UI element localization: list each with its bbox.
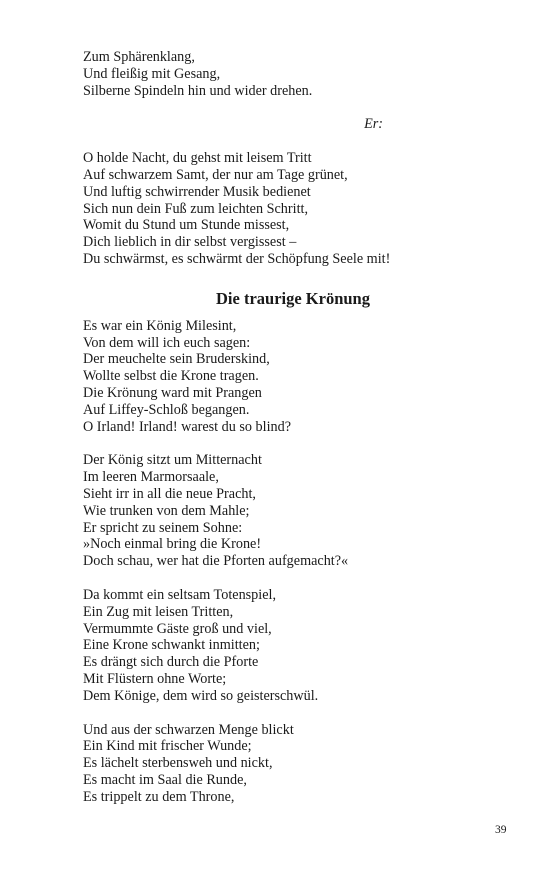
verse-line: »Noch einmal bring die Krone! [83, 536, 262, 553]
verse-line: Es macht im Saal die Runde, [83, 771, 247, 788]
stanza-gap [83, 570, 473, 587]
verse-line: Von dem will ich euch sagen: [83, 334, 251, 351]
verse-line: Dich lieblich in dir selbst vergissest – [83, 234, 297, 251]
verse-line: Doch schau, wer hat die Pforten aufgemacht?« [83, 553, 349, 570]
verse-line: Silberne Spindeln hin und wider drehen. [83, 82, 313, 99]
verse-line: Wollte selbst die Krone tragen. [83, 368, 259, 385]
page-number: 39 [495, 824, 507, 836]
stanza-top [83, 49, 473, 99]
verse-line: Es drängt sich durch die Pforte [83, 654, 259, 671]
stanza-3 [83, 587, 473, 705]
verse-line: Er spricht zu seinem Sohne: [83, 519, 243, 536]
verse-line: Der König sitzt um Mitternacht [83, 452, 262, 469]
stanza-gap [83, 705, 473, 722]
verse-line: Mit Flüstern ohne Worte; [83, 670, 227, 687]
stanza-4 [83, 722, 473, 806]
verse-line: Der meuchelte sein Bruderskind, [83, 351, 270, 368]
verse-line: Es trippelt zu dem Throne, [83, 788, 235, 805]
verse-line: Da kommt ein seltsam Totenspiel, [83, 586, 277, 603]
page-content [83, 49, 473, 805]
verse-line: Wie trunken von dem Mahle; [83, 502, 250, 519]
verse-line: Und fleißig mit Gesang, [83, 65, 221, 82]
stanza-2 [83, 452, 473, 570]
verse-line: Die Krönung ward mit Prangen [83, 384, 262, 401]
stanza-gap [83, 435, 473, 452]
verse-line: Sieht irr in all die neue Pracht, [83, 485, 256, 502]
verse-line: Vermummte Gäste groß und viel, [83, 620, 272, 637]
verse-line: O Irland! Irland! warest du so blind? [83, 418, 292, 435]
poem-title: Die traurige Krönung [216, 288, 370, 308]
verse-line: Auf Liffey-Schloß begangen. [83, 401, 250, 418]
verse-line: Es lächelt sterbensweh und nickt, [83, 755, 273, 772]
verse-line: Im leeren Marmorsaale, [83, 469, 219, 486]
verse-line: Womit du Stund um Stunde missest, [83, 217, 290, 234]
stanza-er [83, 150, 473, 268]
verse-line: Ein Zug mit leisen Tritten, [83, 603, 234, 620]
verse-line: Und aus der schwarzen Menge blickt [83, 721, 294, 738]
verse-line: Auf schwarzem Samt, der nur am Tage grünet, [83, 166, 348, 183]
verse-line: Ein Kind mit frischer Wunde; [83, 738, 252, 755]
verse-line: O holde Nacht, du gehst mit leisem Tritt [83, 150, 312, 167]
verse-line: Dem Könige, dem wird so geisterschwül. [83, 687, 319, 704]
verse-line: Zum Sphärenklang, [83, 49, 195, 65]
stanza-1 [83, 318, 473, 436]
verse-line: Und luftig schwirrender Musik bedienet [83, 183, 311, 200]
verse-line: Es war ein König Milesint, [83, 317, 237, 334]
verse-line: Du schwärmst, es schwärmt der Schöpfung Seele mit! [83, 250, 391, 267]
speaker-label: Er: [364, 116, 383, 133]
verse-line: Eine Krone schwankt inmitten; [83, 637, 260, 654]
verse-line: Sich nun dein Fuß zum leichten Schritt, [83, 200, 308, 217]
